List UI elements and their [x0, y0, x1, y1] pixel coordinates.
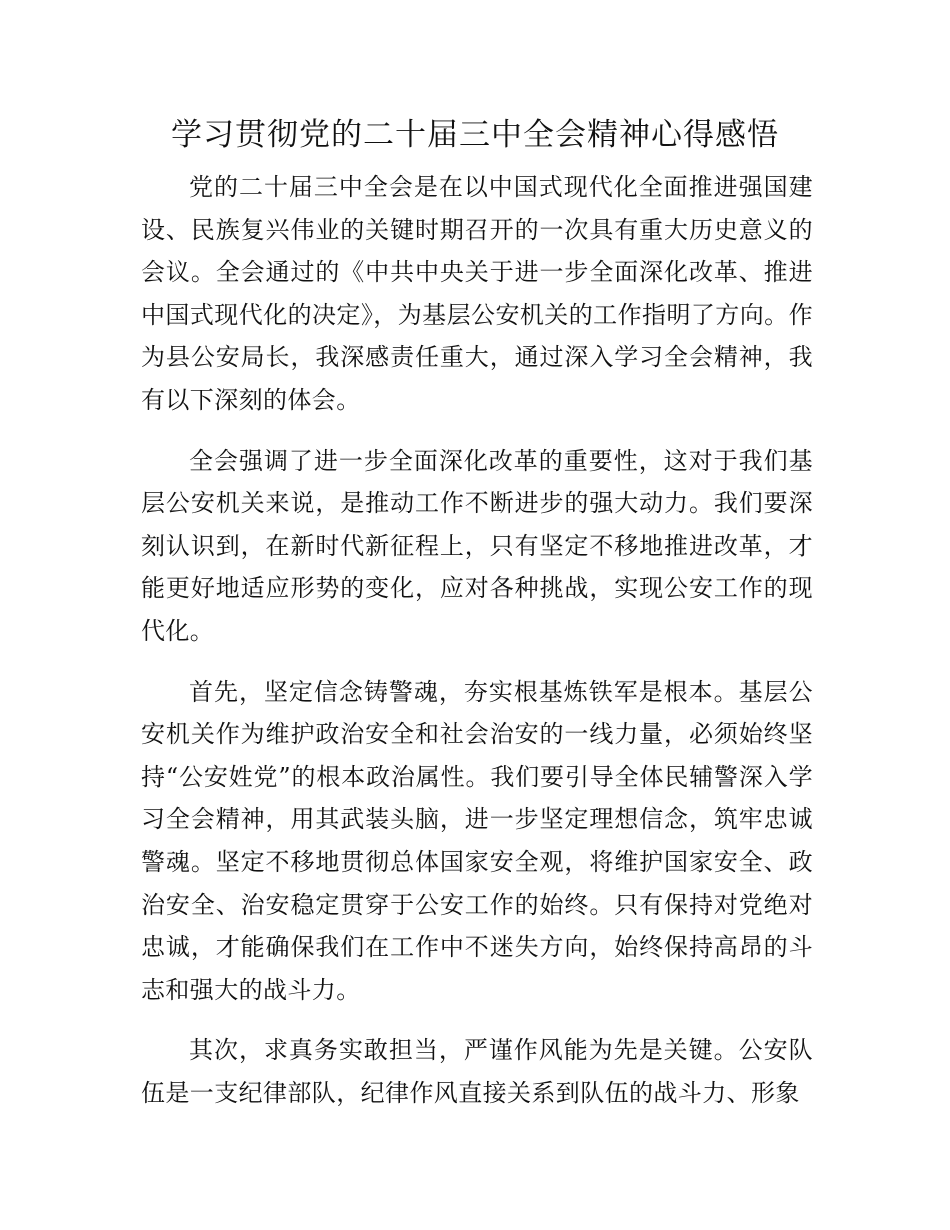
- document-title: 学习贯彻党的二十届三中全会精神心得感悟: [171, 117, 779, 153]
- paragraph-3: 首先，坚定信念铸警魂，夯实根基炼铁军是根本。基层公安机关作为维护政治安全和社会治安的一线力量，必须始终坚持“公安姓党”的根本政治属性。我们要引导全体民辅警深入学习全会精神，用其武装头脑，进一步坚定理想信念，筑牢忠诚警魂。坚定不移地贯彻总体国家安全观，将维护国家安全、政治安全、治安稳定贯穿于公安工作的始终。只有保持对党绝对忠诚，才能确保我们在工作中不迷失方向，始终保持高昂的斗志和强大的战斗力。: [141, 677, 813, 1004]
- document-body: [141, 166, 813, 1132]
- paragraph-4: 其次，求真务实敢担当，严谨作风能为先是关键。公安队伍是一支纪律部队，纪律作风直接关系到队伍的战斗力、形象: [141, 1036, 813, 1107]
- paragraph-2: 全会强调了进一步全面深化改革的重要性，这对于我们基层公安机关来说，是推动工作不断进步的强大动力。我们要深刻认识到，在新时代新征程上，只有坚定不移地推进改革，才能更好地适应形势的变化，应对各种挑战，实现公安工作的现代化。: [141, 446, 813, 645]
- paragraph-1: 党的二十届三中全会是在以中国式现代化全面推进强国建设、民族复兴伟业的关键时期召开的一次具有重大历史意义的会议。全会通过的《中共中央关于进一步全面深化改革、推进中国式现代化的决定》，为基层公安机关的工作指明了方向。作为县公安局长，我深感责任重大，通过深入学习全会精神，我有以下深刻的体会。: [141, 173, 813, 414]
